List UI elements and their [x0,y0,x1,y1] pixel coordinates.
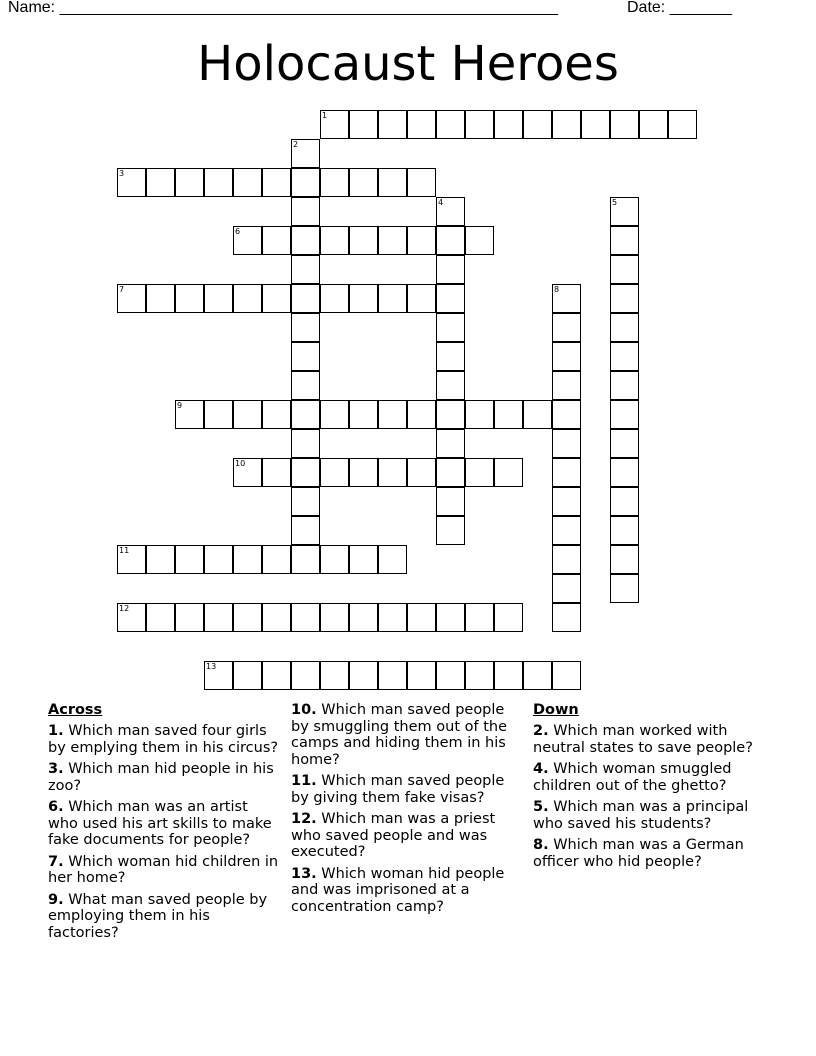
grid-cell[interactable] [349,458,378,487]
grid-cell[interactable] [233,284,262,313]
grid-cell[interactable] [204,545,233,574]
clue-number-label: 4 [438,198,444,207]
grid-cell[interactable] [320,458,349,487]
grid-cell[interactable] [349,603,378,632]
clue-text: Which man saved people by smuggling them out of the camps and hiding them in his home? [291,702,507,768]
grid-cell[interactable] [349,110,378,139]
clue-item [48,761,280,794]
grid-cell[interactable] [291,458,320,487]
clue-number: 13. [291,865,317,882]
clue-item [48,892,280,942]
clue-number-label: 7 [119,285,125,294]
grid-cell[interactable] [291,139,320,168]
grid-cell[interactable] [436,284,465,313]
grid-cell[interactable] [320,400,349,429]
clue-item [533,837,773,870]
grid-cell[interactable] [349,168,378,197]
grid-cell[interactable] [378,661,407,690]
clue-number-label: 12 [119,604,130,613]
grid-cell[interactable] [291,661,320,690]
grid-cell[interactable] [291,487,320,516]
across-heading: Across [48,702,103,718]
grid-cell[interactable] [407,458,436,487]
grid-cell[interactable] [320,661,349,690]
clue-item [48,854,280,887]
grid-cell[interactable] [204,661,233,690]
clue-number-label: 1 [322,111,328,120]
grid-cell[interactable] [291,168,320,197]
grid-cell[interactable] [291,226,320,255]
grid-cell[interactable] [436,342,465,371]
grid-cell[interactable] [117,284,146,313]
grid-cell[interactable] [291,342,320,371]
grid-cell[interactable] [349,661,378,690]
grid-cell[interactable] [436,458,465,487]
grid-cell[interactable] [291,545,320,574]
grid-cell[interactable] [262,458,291,487]
grid-cell[interactable] [233,661,262,690]
grid-cell[interactable] [494,110,523,139]
grid-cell[interactable] [436,371,465,400]
clue-number: 12. [291,811,317,827]
grid-cell[interactable] [175,168,204,197]
grid-cell[interactable] [349,226,378,255]
grid-cell[interactable] [233,168,262,197]
name-field[interactable]: Name: ________________________________________________________ [8,0,558,16]
grid-cell[interactable] [175,400,204,429]
grid-cell[interactable] [494,400,523,429]
grid-cell[interactable] [552,313,581,342]
grid-cell[interactable] [552,284,581,313]
clue-number-label: 11 [119,546,130,555]
grid-cell[interactable] [291,603,320,632]
grid-cell[interactable] [378,603,407,632]
across-clues-column-1 [48,702,280,946]
grid-cell[interactable] [146,545,175,574]
grid-cell[interactable] [610,545,639,574]
grid-cell[interactable] [320,110,349,139]
grid-cell[interactable] [204,284,233,313]
grid-cell[interactable] [552,371,581,400]
grid-cell[interactable] [233,458,262,487]
grid-cell[interactable] [523,110,552,139]
grid-cell[interactable] [610,313,639,342]
clue-number: 2. [533,723,549,739]
clue-number-label: 13 [206,662,217,671]
grid-cell[interactable] [552,661,581,690]
grid-cell[interactable] [233,545,262,574]
down-heading: Down [533,702,579,718]
grid-cell[interactable] [436,400,465,429]
clue-number-label: 6 [235,227,241,236]
grid-cell[interactable] [262,226,291,255]
clue-number: 11. [291,773,317,789]
clue-text: Which woman smuggled children out of the ghetto? [533,761,732,794]
grid-cell[interactable] [465,400,494,429]
grid-cell[interactable] [349,545,378,574]
grid-cell[interactable] [320,603,349,632]
clue-number: 4. [533,761,549,777]
clue-item [291,866,523,916]
grid-cell[interactable] [552,545,581,574]
clue-text: Which man hid people in his zoo? [48,761,274,794]
grid-cell[interactable] [291,255,320,284]
grid-cell[interactable] [465,458,494,487]
clue-number-label: 2 [293,140,299,149]
grid-cell[interactable] [436,313,465,342]
grid-cell[interactable] [378,458,407,487]
grid-cell[interactable] [610,284,639,313]
grid-cell[interactable] [349,284,378,313]
clue-text: Which man was a principal who saved his students? [533,799,749,832]
across-clues-column-2 [291,702,523,920]
clue-item [291,773,523,806]
grid-cell[interactable] [407,284,436,313]
clue-text: Which man saved people by giving them fake visas? [291,773,505,806]
clue-number: 8. [533,837,549,853]
grid-cell[interactable] [436,661,465,690]
clue-item [291,702,523,768]
grid-cell[interactable] [552,574,581,603]
grid-cell[interactable] [320,284,349,313]
grid-cell[interactable] [465,603,494,632]
grid-cell[interactable] [262,545,291,574]
clue-text: Which man was a German officer who hid people? [533,837,744,870]
grid-cell[interactable] [407,661,436,690]
grid-cell[interactable] [523,400,552,429]
grid-cell[interactable] [407,400,436,429]
grid-cell[interactable] [494,603,523,632]
grid-cell[interactable] [378,545,407,574]
clue-text: Which man saved four girls by emplying them in his circus? [48,723,279,756]
grid-cell[interactable] [407,226,436,255]
clue-item [533,799,773,832]
clue-number: 9. [48,891,64,908]
page-title: Holocaust Heroes [197,36,619,92]
grid-cell[interactable] [436,255,465,284]
grid-cell[interactable] [407,110,436,139]
grid-cell[interactable] [610,255,639,284]
grid-cell[interactable] [552,487,581,516]
down-clues-column [533,702,773,875]
grid-cell[interactable] [610,226,639,255]
grid-cell[interactable] [552,429,581,458]
grid-cell[interactable] [291,371,320,400]
grid-cell[interactable] [552,110,581,139]
grid-cell[interactable] [262,661,291,690]
grid-cell[interactable] [291,429,320,458]
clue-text: Which woman hid people and was imprisoned at a concentration camp? [291,865,505,915]
clue-item [291,811,523,861]
grid-cell[interactable] [552,516,581,545]
grid-cell[interactable] [378,400,407,429]
clue-number: 3. [48,761,64,777]
grid-cell[interactable] [262,284,291,313]
clue-number: 1. [48,723,64,739]
grid-cell[interactable] [465,110,494,139]
clue-item [533,723,773,756]
grid-cell[interactable] [204,603,233,632]
grid-cell[interactable] [204,168,233,197]
grid-cell[interactable] [378,284,407,313]
clue-item [48,723,280,756]
grid-cell[interactable] [436,516,465,545]
grid-cell[interactable] [494,458,523,487]
grid-cell[interactable] [610,342,639,371]
grid-cell[interactable] [610,574,639,603]
grid-cell[interactable] [320,168,349,197]
grid-cell[interactable] [117,545,146,574]
grid-cell[interactable] [523,661,552,690]
grid-cell[interactable] [610,197,639,226]
grid-cell[interactable] [233,226,262,255]
date-field[interactable]: Date: _______ [627,0,732,16]
grid-cell[interactable] [378,226,407,255]
grid-cell[interactable] [610,458,639,487]
clue-text: Which man was a priest who saved people and was executed? [291,811,496,860]
grid-cell[interactable] [610,371,639,400]
grid-cell[interactable] [233,400,262,429]
grid-cell[interactable] [146,603,175,632]
grid-cell[interactable] [146,284,175,313]
grid-cell[interactable] [233,603,262,632]
grid-cell[interactable] [552,458,581,487]
grid-cell[interactable] [117,603,146,632]
grid-cell[interactable] [349,400,378,429]
grid-cell[interactable] [436,487,465,516]
grid-cell[interactable] [465,226,494,255]
grid-cell[interactable] [610,429,639,458]
grid-cell[interactable] [262,603,291,632]
clue-item [533,761,773,794]
grid-cell[interactable] [552,342,581,371]
grid-cell[interactable] [552,400,581,429]
grid-cell[interactable] [581,110,610,139]
grid-cell[interactable] [436,226,465,255]
grid-cell[interactable] [552,603,581,632]
grid-cell[interactable] [117,168,146,197]
grid-cell[interactable] [610,487,639,516]
grid-cell[interactable] [610,110,639,139]
clue-number-label: 3 [119,169,125,178]
grid-cell[interactable] [378,110,407,139]
clue-text: Which man was an artist who used his art skills to make fake documents for people? [48,799,272,848]
grid-cell[interactable] [291,400,320,429]
grid-cell[interactable] [291,284,320,313]
clue-number: 6. [48,799,64,815]
grid-cell[interactable] [436,197,465,226]
grid-cell[interactable] [436,110,465,139]
clue-text: What man saved people by employing them in his factories? [48,891,268,941]
grid-cell[interactable] [494,661,523,690]
grid-cell[interactable] [175,284,204,313]
grid-cell[interactable] [407,603,436,632]
grid-cell[interactable] [291,516,320,545]
clue-number: 10. [291,702,317,718]
clue-number: 7. [48,853,64,870]
grid-cell[interactable] [175,545,204,574]
clue-number-label: 10 [235,459,246,468]
grid-cell[interactable] [204,400,233,429]
grid-cell[interactable] [291,197,320,226]
grid-cell[interactable] [146,168,175,197]
clue-number-label: 8 [554,285,560,294]
grid-cell[interactable] [378,168,407,197]
clue-item [48,799,280,849]
grid-cell[interactable] [291,313,320,342]
grid-cell[interactable] [610,516,639,545]
grid-cell[interactable] [262,400,291,429]
grid-cell[interactable] [610,400,639,429]
grid-cell[interactable] [262,168,291,197]
grid-cell[interactable] [639,110,668,139]
grid-cell[interactable] [436,603,465,632]
clue-number: 5. [533,799,549,815]
grid-cell[interactable] [465,661,494,690]
clue-number-label: 9 [177,401,183,410]
clue-text: Which man worked with neutral states to save people? [533,723,753,756]
grid-cell[interactable] [436,429,465,458]
clue-text: Which woman hid children in her home? [48,853,279,886]
grid-cell[interactable] [668,110,697,139]
grid-cell[interactable] [175,603,204,632]
grid-cell[interactable] [407,168,436,197]
clue-number-label: 5 [612,198,618,207]
grid-cell[interactable] [320,545,349,574]
grid-cell[interactable] [320,226,349,255]
